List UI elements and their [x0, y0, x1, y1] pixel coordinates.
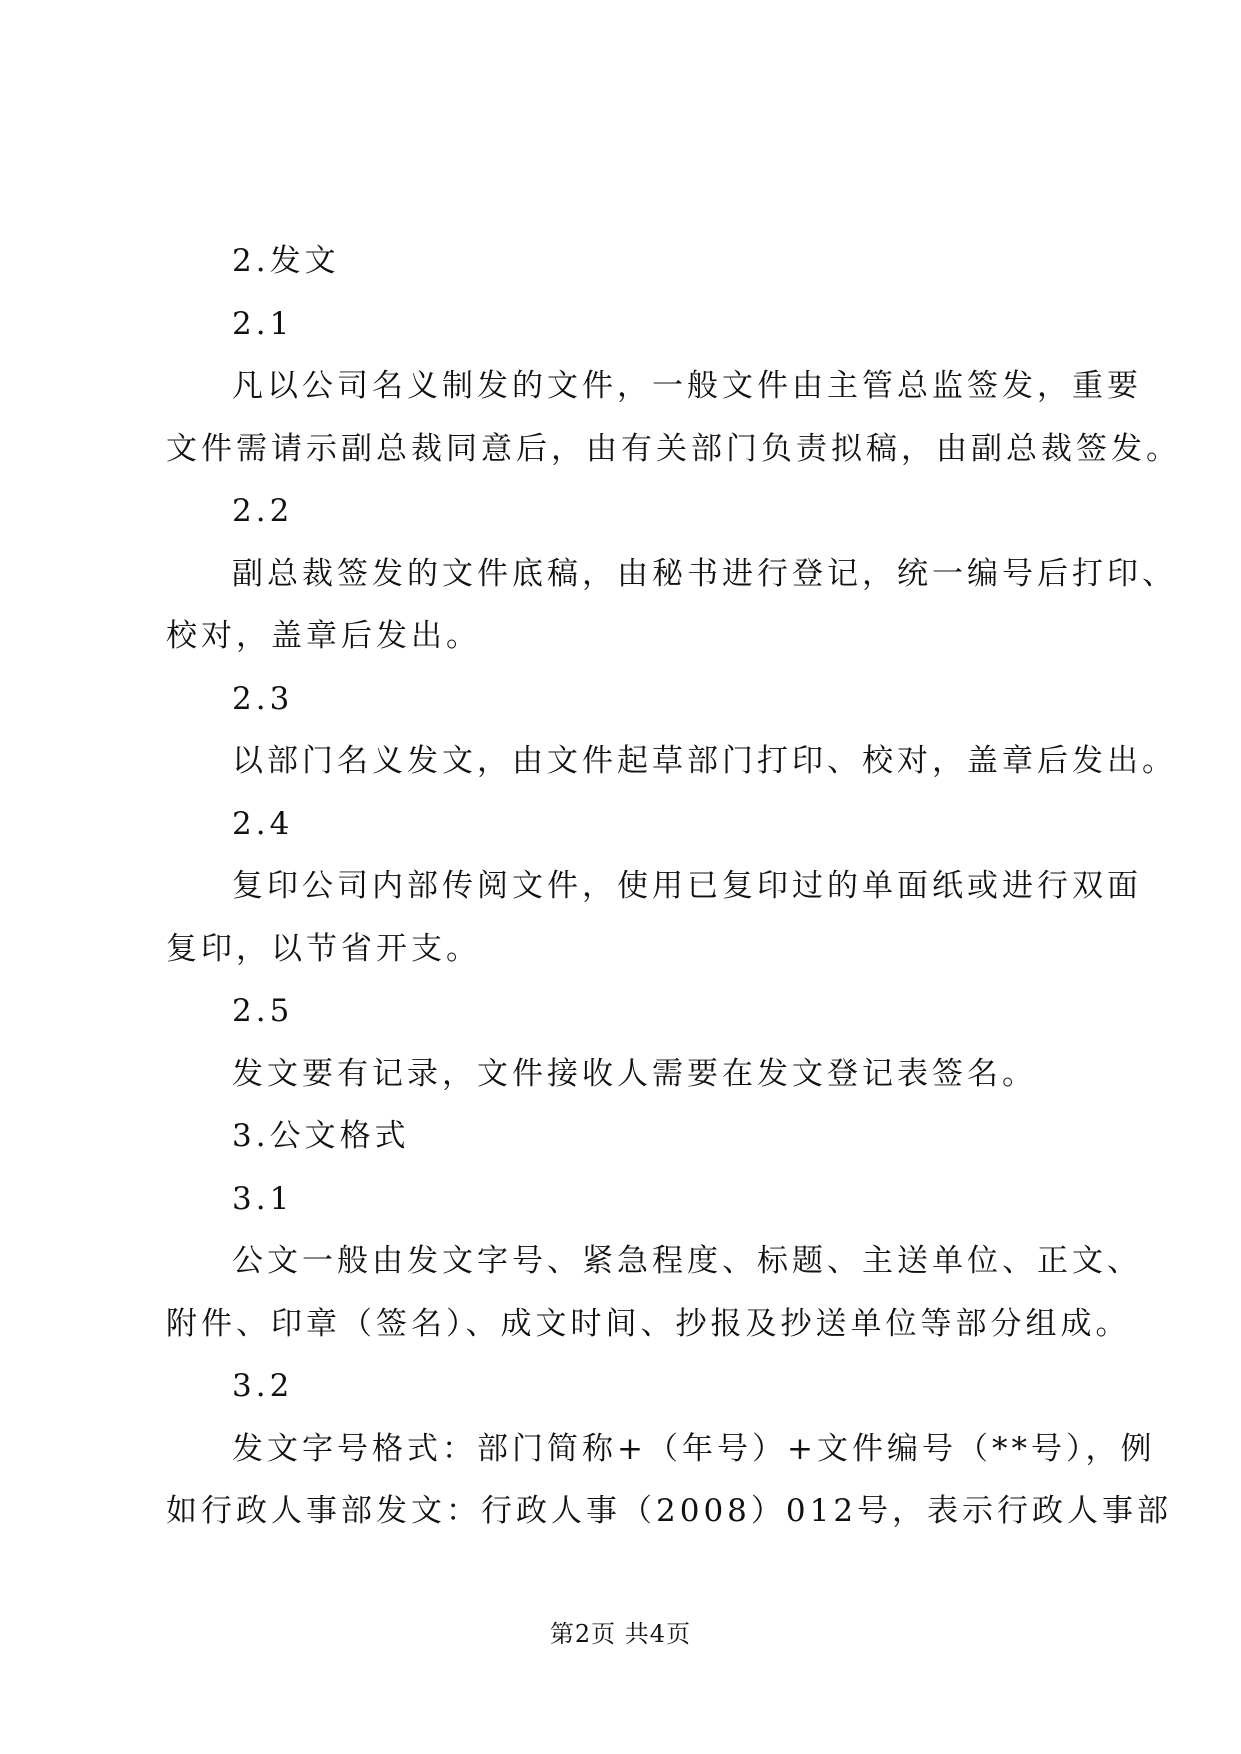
section-heading: 3.公文格式 [232, 1118, 410, 1154]
clause-number: 2.3 [232, 680, 294, 717]
paragraph-line: 公文一般由发文字号、紧急程度、标题、主送单位、正文、 [232, 1243, 1142, 1279]
page-footer [0, 1614, 1241, 1649]
paragraph-line: 以部门名义发文，由文件起草部门打印、校对，盖章后发出。 [232, 743, 1177, 779]
clause-number: 3.1 [232, 1180, 294, 1217]
paragraph-line: 如行政人事部发文：行政人事（2008）012号，表示行政人事部 [166, 1493, 1173, 1529]
document-body [166, 230, 1181, 1543]
paragraph-line: 附件、印章（签名）、成文时间、抄报及抄送单位等部分组成。 [166, 1305, 1131, 1342]
section-heading: 2.发文 [232, 243, 340, 279]
paragraph-line: 复印，以节省开支。 [166, 930, 481, 967]
clause-number: 2.1 [232, 305, 294, 342]
paragraph-line: 凡以公司名义制发的文件，一般文件由主管总监签发，重要 [232, 368, 1142, 404]
clause-number: 2.5 [232, 993, 294, 1029]
paragraph-line: 文件需请示副总裁同意后，由有关部门负责拟稿，由副总裁签发。 [166, 430, 1181, 467]
paragraph-line: 复印公司内部传阅文件，使用已复印过的单面纸或进行双面 [232, 868, 1142, 904]
clause-number: 2.4 [232, 805, 294, 842]
paragraph-line: 副总裁签发的文件底稿，由秘书进行登记，统一编号后打印、 [232, 555, 1177, 592]
paragraph-line: 校对，盖章后发出。 [166, 618, 481, 654]
page-number: 第2页 共4页 [549, 1620, 692, 1648]
paragraph-line: 发文要有记录，文件接收人需要在发文登记表签名。 [232, 1055, 1037, 1092]
paragraph-line: 发文字号格式：部门简称+（年号）+文件编号（**号），例 [232, 1430, 1156, 1467]
clause-number: 2.2 [232, 493, 294, 529]
clause-number: 3.2 [232, 1368, 294, 1404]
